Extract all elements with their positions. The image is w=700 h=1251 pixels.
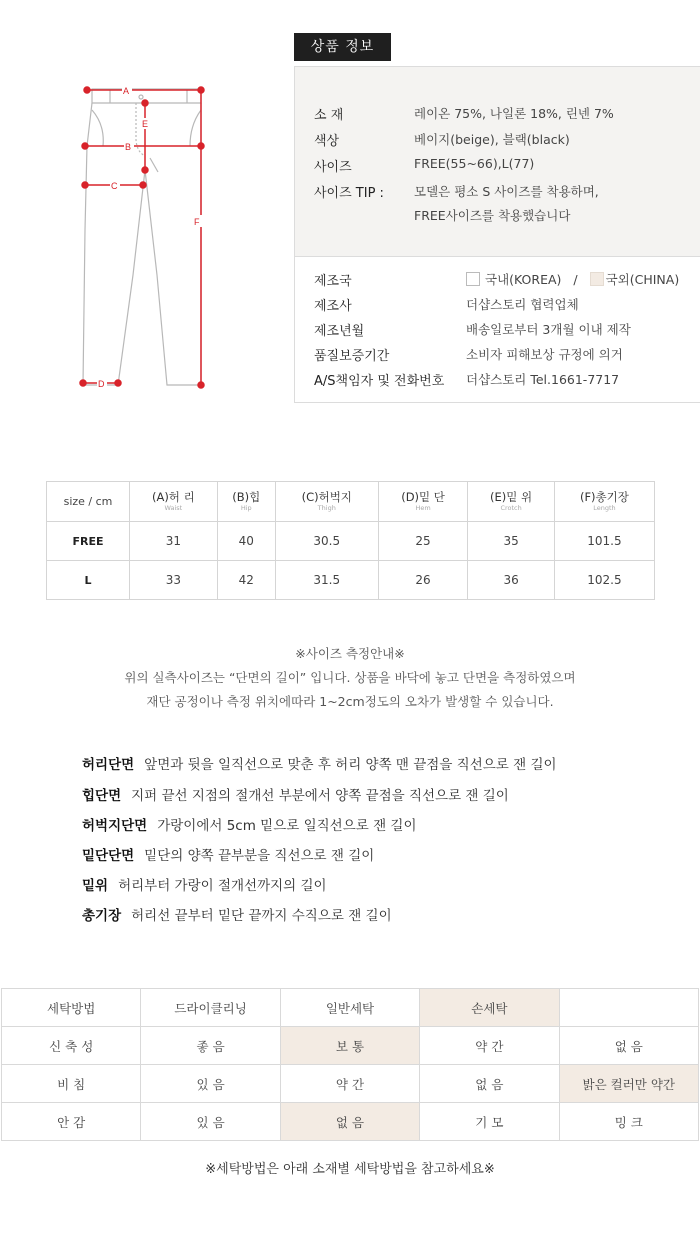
origin-separator: / bbox=[573, 272, 578, 287]
table-row bbox=[2, 1103, 699, 1141]
size-table bbox=[46, 481, 655, 600]
table-row bbox=[47, 561, 655, 600]
origin-korea-label: 국내(KOREA) bbox=[485, 272, 562, 287]
wash-cell bbox=[559, 989, 698, 1027]
diagram-label-c: C bbox=[111, 181, 118, 191]
cell-l-length: 102.5 bbox=[554, 561, 654, 600]
notice-title: ※사이즈 측정안내※ bbox=[295, 646, 405, 661]
cell-free-length: 101.5 bbox=[554, 522, 654, 561]
info-value-warranty: 소비자 피해보상 규정에 의거 bbox=[466, 347, 623, 362]
measure-thigh: 허벅지단면 가랑이에서 5cm 밑으로 일직선으로 잰 길이 bbox=[82, 818, 417, 834]
size-table-corner: size / cm bbox=[47, 482, 130, 522]
cell-free-hip: 40 bbox=[217, 522, 275, 561]
notice-line-2: 재단 공정이나 측정 위치에따라 1~2cm정도의 오차가 발생할 수 있습니다. bbox=[146, 694, 554, 709]
notice-line-1: 위의 실측사이즈는 “단면의 길이” 입니다. 상품을 바닥에 놓고 단면을 측정하였으며 bbox=[124, 670, 576, 685]
info-label-origin: 제조국 bbox=[314, 274, 352, 289]
cell-l-hip: 42 bbox=[217, 561, 275, 600]
header-hip: (B)힙 Hip bbox=[217, 482, 275, 522]
info-value-size-tip: 모델은 평소 S 사이즈를 착용하며, bbox=[414, 184, 599, 199]
info-label-warranty: 품질보증기간 bbox=[314, 349, 390, 364]
wash-cell: 좋 음 bbox=[141, 1027, 280, 1065]
origin-china-checkbox[interactable] bbox=[590, 272, 604, 286]
header-hem: (D)밑 단 Hem bbox=[378, 482, 468, 522]
cell-l-thigh: 31.5 bbox=[275, 561, 378, 600]
info-value-as: 더샵스토리 Tel.1661-7717 bbox=[466, 372, 620, 387]
info-label-color: 색상 bbox=[314, 134, 340, 149]
wash-cell-selected: 없 음 bbox=[280, 1103, 419, 1141]
diagram-label-a: A bbox=[123, 86, 130, 96]
wash-cell: 기 모 bbox=[420, 1103, 559, 1141]
cell-l-hem: 26 bbox=[378, 561, 468, 600]
wash-cell: 신 축 성 bbox=[2, 1027, 141, 1065]
wash-cell: 비 침 bbox=[2, 1065, 141, 1103]
wash-cell: 밍 크 bbox=[559, 1103, 698, 1141]
table-row bbox=[2, 1065, 699, 1103]
diagram-label-e: E bbox=[142, 119, 149, 129]
cell-free-thigh: 30.5 bbox=[275, 522, 378, 561]
measure-hem: 밑단단면 밑단의 양쪽 끝부분을 직선으로 잰 길이 bbox=[82, 848, 375, 864]
table-row bbox=[47, 522, 655, 561]
info-label-size: 사이즈 bbox=[314, 160, 352, 175]
header-waist: (A)허 리 Waist bbox=[130, 482, 218, 522]
table-row bbox=[2, 1027, 699, 1065]
wash-cell: 안 감 bbox=[2, 1103, 141, 1141]
measure-length: 총기장 허리선 끝부터 밑단 끝까지 수직으로 잰 길이 bbox=[82, 908, 392, 924]
info-value-color: 베이지(beige), 블랙(black) bbox=[414, 132, 570, 147]
cell-free-crotch: 35 bbox=[468, 522, 554, 561]
info-value-date: 배송일로부터 3개월 이내 제작 bbox=[466, 322, 631, 337]
info-value-size-tip-2: FREE사이즈를 착용했습니다 bbox=[414, 208, 571, 223]
wash-cell: 있 음 bbox=[141, 1103, 280, 1141]
pants-diagram bbox=[70, 80, 220, 400]
wash-footer-note: ※세탁방법은 아래 소재별 세탁방법을 참고하세요※ bbox=[205, 1162, 495, 1177]
info-label-size-tip: 사이즈 TIP : bbox=[314, 186, 384, 201]
origin-korea-checkbox[interactable] bbox=[466, 272, 480, 286]
cell-free-waist: 31 bbox=[130, 522, 218, 561]
info-value-material: 레이온 75%, 나일론 18%, 린넨 7% bbox=[414, 106, 614, 121]
cell-free-hem: 25 bbox=[378, 522, 468, 561]
wash-cell-selected: 밝은 컬러만 약간 bbox=[559, 1065, 698, 1103]
diagram-label-d: D bbox=[98, 379, 105, 389]
row-size-l: L bbox=[47, 561, 130, 600]
header-crotch: (E)밑 위 Crotch bbox=[468, 482, 554, 522]
table-row bbox=[2, 989, 699, 1027]
wash-cell-selected: 손세탁 bbox=[420, 989, 559, 1027]
cell-l-crotch: 36 bbox=[468, 561, 554, 600]
info-label-as: A/S책임자 및 전화번호 bbox=[314, 374, 445, 389]
wash-cell-selected: 보 통 bbox=[280, 1027, 419, 1065]
info-label-material: 소 재 bbox=[314, 108, 344, 123]
header-thigh: (C)허벅지 Thigh bbox=[275, 482, 378, 522]
cell-l-waist: 33 bbox=[130, 561, 218, 600]
measure-hip: 힙단면 지퍼 끝선 지점의 절개선 부분에서 양쪽 끝점을 직선으로 잰 길이 bbox=[82, 788, 509, 804]
product-info-tag: 상품 정보 bbox=[294, 33, 391, 61]
info-value-size: FREE(55~66),L(77) bbox=[414, 156, 535, 171]
diagram-label-f: F bbox=[194, 217, 200, 227]
size-table-header bbox=[47, 482, 655, 522]
wash-table bbox=[1, 988, 699, 1141]
origin-china-label: 국외(CHINA) bbox=[605, 272, 680, 287]
wash-cell: 없 음 bbox=[420, 1065, 559, 1103]
wash-cell: 약 간 bbox=[420, 1027, 559, 1065]
measure-crotch: 밑위 허리부터 가랑이 절개선까지의 길이 bbox=[82, 878, 327, 894]
row-size-free: FREE bbox=[47, 522, 130, 561]
wash-cell: 드라이클리닝 bbox=[141, 989, 280, 1027]
measure-waist: 허리단면 앞면과 뒷을 일직선으로 맞춘 후 허리 양쪽 맨 끝점을 직선으로 잰 길이 bbox=[82, 757, 557, 773]
origin-options bbox=[466, 270, 679, 288]
wash-cell: 약 간 bbox=[280, 1065, 419, 1103]
wash-cell: 세탁방법 bbox=[2, 989, 141, 1027]
diagram-label-b: B bbox=[125, 142, 132, 152]
wash-cell: 있 음 bbox=[141, 1065, 280, 1103]
info-label-maker: 제조사 bbox=[314, 299, 352, 314]
info-label-date: 제조년월 bbox=[314, 324, 365, 339]
header-length: (F)총기장 Length bbox=[554, 482, 654, 522]
wash-cell: 일반세탁 bbox=[280, 989, 419, 1027]
wash-cell: 없 음 bbox=[559, 1027, 698, 1065]
info-value-maker: 더샵스토리 협력업체 bbox=[466, 297, 579, 312]
